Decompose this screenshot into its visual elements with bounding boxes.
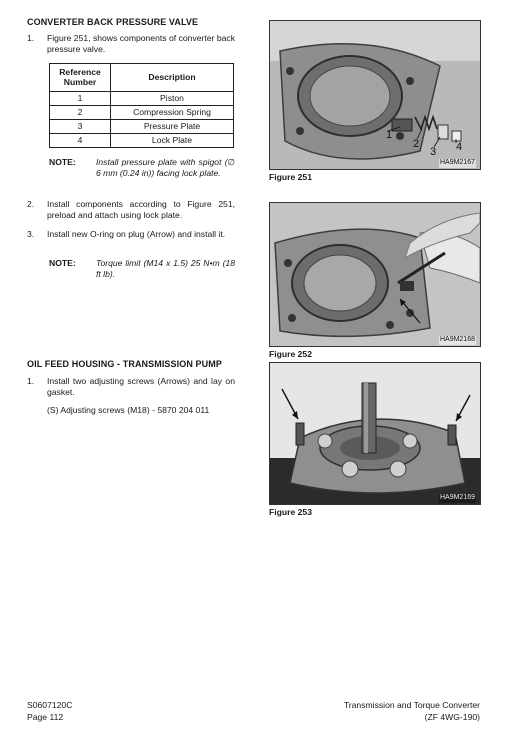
housing-install-illustration <box>270 203 480 346</box>
section-heading-converter: CONVERTER BACK PRESSURE VALVE <box>27 17 199 27</box>
step-text: Install components according to Figure 251, preload and attach using lock plate. <box>47 199 235 220</box>
figure-252-caption: Figure 252 <box>269 349 312 359</box>
step-text: Figure 251, shows components of converter back pressure valve. <box>47 33 235 54</box>
table-header-desc: Description <box>111 64 234 92</box>
figure-code: HA9M2168 <box>439 336 475 344</box>
footer-left <box>27 700 72 723</box>
table-cell: 3 <box>50 120 111 134</box>
table-row <box>50 106 234 120</box>
note-torque-limit <box>49 258 235 280</box>
table-row <box>50 120 234 134</box>
reference-table-wrap <box>27 63 234 148</box>
note-pressure-plate <box>49 157 235 179</box>
table-cell: Compression Spring <box>111 106 234 120</box>
note-text: Torque limit (M14 x 1.5) 25 N•m (18 ft lb). <box>96 258 235 279</box>
note-label: NOTE: <box>49 157 76 167</box>
footer-right <box>344 700 480 723</box>
figure-252-photo <box>269 202 481 347</box>
manual-title: Transmission and Torque Converter <box>343 700 480 710</box>
note-text: Install pressure plate with spigot (∅ 6 mm (0.24 in)) facing lock plate. <box>96 157 235 178</box>
page-number: Page 112 <box>27 711 64 722</box>
housing-illustration <box>270 21 480 169</box>
table-header-ref: Reference Number <box>50 64 111 92</box>
figure-253-caption: Figure 253 <box>269 507 312 517</box>
table-header-row <box>50 64 234 92</box>
callout-2: 2 <box>413 138 420 150</box>
tool-reference: (S) Adjusting screws (M18) - 5870 204 011 <box>47 405 210 415</box>
step-1-converter <box>27 33 235 55</box>
step-number: 1. <box>27 33 35 43</box>
callout-4: 4 <box>456 141 463 153</box>
figure-code: HA9M2169 <box>439 494 475 502</box>
table-cell: 1 <box>50 92 111 106</box>
step-number: 1. <box>27 376 35 386</box>
figure-251-caption: Figure 251 <box>269 172 312 182</box>
step-number: 3. <box>27 229 35 239</box>
step-3-converter <box>27 229 235 240</box>
table-cell: Pressure Plate <box>111 120 234 134</box>
table-cell: Piston <box>111 92 234 106</box>
section-heading-oil-feed: OIL FEED HOUSING - TRANSMISSION PUMP <box>27 359 222 369</box>
table-cell: Lock Plate <box>111 134 234 148</box>
callout-3: 3 <box>430 146 437 158</box>
figure-253-photo <box>269 362 481 505</box>
note-label: NOTE: <box>49 258 76 268</box>
figure-code: HA9M2167 <box>439 159 475 167</box>
step-text: Install new O-ring on plug (Arrow) and install it. <box>47 229 226 239</box>
table-row <box>50 92 234 106</box>
step-text: Install two adjusting screws (Arrows) and lay on gasket. <box>47 376 235 397</box>
table-row <box>50 134 234 148</box>
table-cell: 2 <box>50 106 111 120</box>
oil-feed-housing-illustration <box>270 363 480 504</box>
step-1-oil-feed <box>27 376 235 398</box>
step-2-converter <box>27 199 235 221</box>
figure-251-photo <box>269 20 481 170</box>
table-cell: 4 <box>50 134 111 148</box>
reference-table <box>49 63 234 148</box>
callout-1: 1 <box>386 129 393 141</box>
step-number: 2. <box>27 199 35 209</box>
model-name: (ZF 4WG-190) <box>424 711 480 722</box>
document-id: S0607120C <box>27 700 73 710</box>
